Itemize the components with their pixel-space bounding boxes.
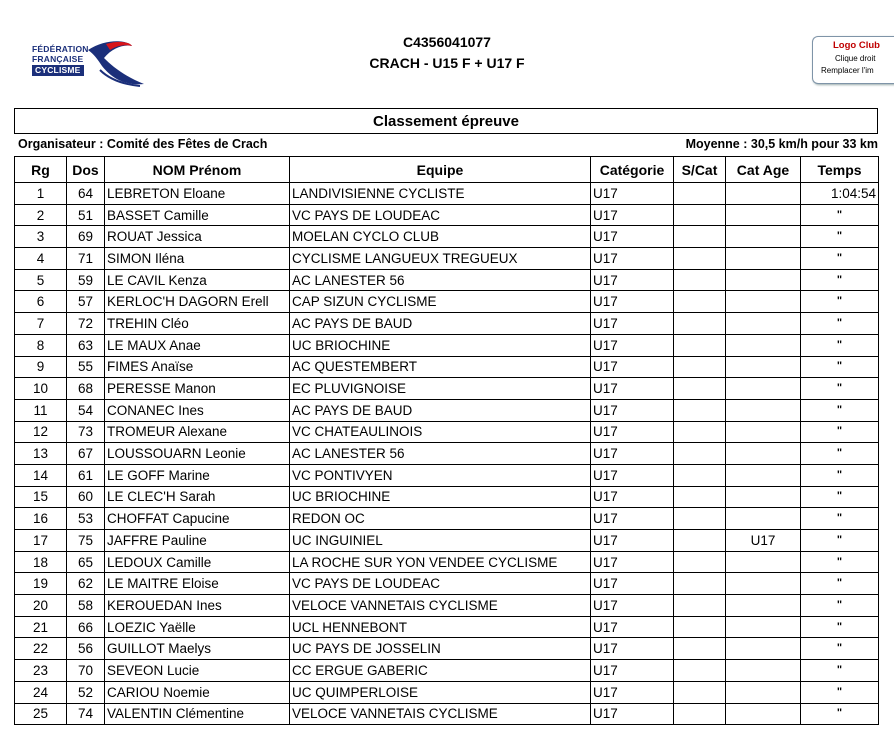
age-category-cell [726, 616, 801, 638]
bib-cell: 55 [67, 356, 105, 378]
rank-cell: 5 [15, 269, 67, 291]
name-cell: LEBRETON Eloane [105, 183, 290, 205]
rank-cell: 16 [15, 508, 67, 530]
age-category-cell [726, 183, 801, 205]
organisateur: Organisateur : Comité des Fêtes de Crach [18, 137, 268, 151]
name-cell: LOEZIC Yaëlle [105, 616, 290, 638]
team-cell: VC PAYS DE LOUDEAC [290, 204, 591, 226]
bib-cell: 74 [67, 703, 105, 725]
category-cell: U17 [591, 291, 674, 313]
name-cell: CONANEC Ines [105, 399, 290, 421]
age-category-cell [726, 443, 801, 465]
team-cell: AC QUESTEMBERT [290, 356, 591, 378]
category-cell: U17 [591, 313, 674, 335]
category-cell: U17 [591, 443, 674, 465]
club-logo-line-3: Remplacer l'im [821, 66, 874, 75]
category-cell: U17 [591, 486, 674, 508]
category-cell: U17 [591, 551, 674, 573]
time-cell: " [801, 573, 879, 595]
subcategory-cell [674, 486, 726, 508]
name-cell: CARIOU Noemie [105, 681, 290, 703]
table-row [15, 703, 879, 725]
moyenne: Moyenne : 30,5 km/h pour 33 km [685, 137, 878, 151]
bib-cell: 56 [67, 638, 105, 660]
category-cell: U17 [591, 464, 674, 486]
table-row [15, 248, 879, 270]
time-cell: " [801, 681, 879, 703]
subcategory-cell [674, 508, 726, 530]
subcategory-cell [674, 595, 726, 617]
bib-cell: 65 [67, 551, 105, 573]
rank-cell: 10 [15, 378, 67, 400]
category-cell: U17 [591, 183, 674, 205]
time-cell: " [801, 508, 879, 530]
rank-cell: 13 [15, 443, 67, 465]
name-cell: TROMEUR Alexane [105, 421, 290, 443]
category-cell: U17 [591, 204, 674, 226]
bib-cell: 66 [67, 616, 105, 638]
time-cell: " [801, 226, 879, 248]
team-cell: AC PAYS DE BAUD [290, 313, 591, 335]
subcategory-cell [674, 573, 726, 595]
time-cell: " [801, 616, 879, 638]
table-row [15, 291, 879, 313]
col-header-catage: Cat Age [726, 157, 801, 183]
category-cell: U17 [591, 356, 674, 378]
team-cell: MOELAN CYCLO CLUB [290, 226, 591, 248]
rank-cell: 17 [15, 530, 67, 552]
team-cell: UC BRIOCHINE [290, 486, 591, 508]
name-cell: LE GOFF Marine [105, 464, 290, 486]
bib-cell: 71 [67, 248, 105, 270]
subcategory-cell [674, 226, 726, 248]
bib-cell: 52 [67, 681, 105, 703]
time-cell: " [801, 399, 879, 421]
category-cell: U17 [591, 378, 674, 400]
subcategory-cell [674, 464, 726, 486]
time-cell: " [801, 291, 879, 313]
bib-cell: 58 [67, 595, 105, 617]
bib-cell: 51 [67, 204, 105, 226]
bib-cell: 62 [67, 573, 105, 595]
category-cell: U17 [591, 508, 674, 530]
subcategory-cell [674, 378, 726, 400]
time-cell: " [801, 269, 879, 291]
bib-cell: 70 [67, 660, 105, 682]
age-category-cell: U17 [726, 530, 801, 552]
team-cell: LANDIVISIENNE CYCLISTE [290, 183, 591, 205]
team-cell: CYCLISME LANGUEUX TREGUEUX [290, 248, 591, 270]
name-cell: LE CLEC'H Sarah [105, 486, 290, 508]
col-header-categorie: Catégorie [591, 157, 674, 183]
team-cell: AC PAYS DE BAUD [290, 399, 591, 421]
subcategory-cell [674, 399, 726, 421]
time-cell: " [801, 486, 879, 508]
time-cell: " [801, 334, 879, 356]
category-cell: U17 [591, 226, 674, 248]
team-cell: EC PLUVIGNOISE [290, 378, 591, 400]
bib-cell: 67 [67, 443, 105, 465]
table-row [15, 399, 879, 421]
name-cell: VALENTIN Clémentine [105, 703, 290, 725]
age-category-cell [726, 356, 801, 378]
col-header-temps: Temps [801, 157, 879, 183]
table-row [15, 204, 879, 226]
bib-cell: 75 [67, 530, 105, 552]
age-category-cell [726, 378, 801, 400]
age-category-cell [726, 313, 801, 335]
table-row [15, 226, 879, 248]
subcategory-cell [674, 551, 726, 573]
team-cell: UC PAYS DE JOSSELIN [290, 638, 591, 660]
time-cell: " [801, 421, 879, 443]
table-row [15, 638, 879, 660]
table-row [15, 508, 879, 530]
age-category-cell [726, 204, 801, 226]
age-category-cell [726, 595, 801, 617]
results-table [14, 156, 879, 725]
time-cell: " [801, 248, 879, 270]
table-row [15, 660, 879, 682]
subcategory-cell [674, 183, 726, 205]
category-cell: U17 [591, 616, 674, 638]
table-row [15, 486, 879, 508]
age-category-cell [726, 660, 801, 682]
name-cell: ROUAT Jessica [105, 226, 290, 248]
age-category-cell [726, 334, 801, 356]
table-row [15, 681, 879, 703]
race-code: C4356041077 [403, 34, 491, 50]
rank-cell: 3 [15, 226, 67, 248]
category-cell: U17 [591, 248, 674, 270]
bib-cell: 59 [67, 269, 105, 291]
category-cell: U17 [591, 334, 674, 356]
col-header-nom: NOM Prénom [105, 157, 290, 183]
ffc-logo-line-2: FRANÇAISE [32, 54, 84, 64]
club-logo-line-1: Logo Club [833, 40, 880, 51]
category-cell: U17 [591, 595, 674, 617]
subcategory-cell [674, 443, 726, 465]
age-category-cell [726, 291, 801, 313]
category-cell: U17 [591, 681, 674, 703]
rank-cell: 22 [15, 638, 67, 660]
age-category-cell [726, 681, 801, 703]
bib-cell: 63 [67, 334, 105, 356]
age-category-cell [726, 248, 801, 270]
subcategory-cell [674, 421, 726, 443]
table-row [15, 183, 879, 205]
club-logo-line-2: Clique droit [835, 54, 876, 63]
age-category-cell [726, 464, 801, 486]
team-cell: VELOCE VANNETAIS CYCLISME [290, 703, 591, 725]
subcategory-cell [674, 681, 726, 703]
subcategory-cell [674, 204, 726, 226]
rank-cell: 24 [15, 681, 67, 703]
ffc-logo-line-1: FÉDÉRATION [32, 44, 89, 54]
name-cell: LEDOUX Camille [105, 551, 290, 573]
classement-title: Classement épreuve [14, 108, 878, 134]
category-cell: U17 [591, 703, 674, 725]
table-row [15, 464, 879, 486]
team-cell: VC PONTIVYEN [290, 464, 591, 486]
age-category-cell [726, 638, 801, 660]
name-cell: LE CAVIL Kenza [105, 269, 290, 291]
rank-cell: 7 [15, 313, 67, 335]
name-cell: PERESSE Manon [105, 378, 290, 400]
table-row [15, 313, 879, 335]
age-category-cell [726, 269, 801, 291]
name-cell: SIMON Iléna [105, 248, 290, 270]
time-cell: " [801, 638, 879, 660]
table-row [15, 334, 879, 356]
rank-cell: 4 [15, 248, 67, 270]
age-category-cell [726, 486, 801, 508]
col-header-equipe: Equipe [290, 157, 591, 183]
age-category-cell [726, 508, 801, 530]
table-row [15, 356, 879, 378]
subcategory-cell [674, 530, 726, 552]
table-row [15, 530, 879, 552]
time-cell: " [801, 660, 879, 682]
rank-cell: 15 [15, 486, 67, 508]
category-cell: U17 [591, 421, 674, 443]
rank-cell: 20 [15, 595, 67, 617]
table-row [15, 421, 879, 443]
team-cell: LA ROCHE SUR YON VENDEE CYCLISME [290, 551, 591, 573]
subcategory-cell [674, 616, 726, 638]
name-cell: BASSET Camille [105, 204, 290, 226]
subcategory-cell [674, 248, 726, 270]
name-cell: KERLOC'H DAGORN Erell [105, 291, 290, 313]
team-cell: CAP SIZUN CYCLISME [290, 291, 591, 313]
time-cell: " [801, 464, 879, 486]
bib-cell: 72 [67, 313, 105, 335]
time-cell: " [801, 204, 879, 226]
team-cell: AC LANESTER 56 [290, 269, 591, 291]
team-cell: UC BRIOCHINE [290, 334, 591, 356]
rank-cell: 25 [15, 703, 67, 725]
time-cell: 1:04:54 [801, 183, 879, 205]
team-cell: UC INGUINIEL [290, 530, 591, 552]
age-category-cell [726, 421, 801, 443]
age-category-cell [726, 551, 801, 573]
table-row [15, 269, 879, 291]
time-cell: " [801, 443, 879, 465]
age-category-cell [726, 399, 801, 421]
bib-cell: 60 [67, 486, 105, 508]
category-cell: U17 [591, 638, 674, 660]
name-cell: GUILLOT Maelys [105, 638, 290, 660]
table-row [15, 573, 879, 595]
subcategory-cell [674, 313, 726, 335]
rank-cell: 23 [15, 660, 67, 682]
table-row [15, 378, 879, 400]
name-cell: LOUSSOUARN Leonie [105, 443, 290, 465]
table-row [15, 616, 879, 638]
team-cell: AC LANESTER 56 [290, 443, 591, 465]
time-cell: " [801, 551, 879, 573]
rank-cell: 18 [15, 551, 67, 573]
category-cell: U17 [591, 399, 674, 421]
table-row [15, 595, 879, 617]
time-cell: " [801, 530, 879, 552]
subcategory-cell [674, 638, 726, 660]
team-cell: UCL HENNEBONT [290, 616, 591, 638]
team-cell: CC ERGUE GABERIC [290, 660, 591, 682]
rank-cell: 6 [15, 291, 67, 313]
bib-cell: 69 [67, 226, 105, 248]
subcategory-cell [674, 334, 726, 356]
rank-cell: 11 [15, 399, 67, 421]
time-cell: " [801, 356, 879, 378]
time-cell: " [801, 378, 879, 400]
rank-cell: 19 [15, 573, 67, 595]
team-cell: VC PAYS DE LOUDEAC [290, 573, 591, 595]
name-cell: TREHIN Cléo [105, 313, 290, 335]
age-category-cell [726, 573, 801, 595]
name-cell: LE MAUX Anae [105, 334, 290, 356]
time-cell: " [801, 595, 879, 617]
col-header-scat: S/Cat [674, 157, 726, 183]
bib-cell: 73 [67, 421, 105, 443]
bib-cell: 61 [67, 464, 105, 486]
subcategory-cell [674, 356, 726, 378]
age-category-cell [726, 703, 801, 725]
team-cell: VC CHATEAULINOIS [290, 421, 591, 443]
category-cell: U17 [591, 269, 674, 291]
bib-cell: 64 [67, 183, 105, 205]
rank-cell: 21 [15, 616, 67, 638]
category-cell: U17 [591, 530, 674, 552]
subcategory-cell [674, 269, 726, 291]
table-row [15, 443, 879, 465]
category-cell: U17 [591, 660, 674, 682]
race-title: CRACH - U15 F + U17 F [369, 55, 525, 71]
name-cell: CHOFFAT Capucine [105, 508, 290, 530]
bib-cell: 68 [67, 378, 105, 400]
name-cell: SEVEON Lucie [105, 660, 290, 682]
name-cell: FIMES Anaïse [105, 356, 290, 378]
name-cell: JAFFRE Pauline [105, 530, 290, 552]
subcategory-cell [674, 660, 726, 682]
rank-cell: 2 [15, 204, 67, 226]
bib-cell: 53 [67, 508, 105, 530]
table-header-row [15, 157, 879, 183]
col-header-dos: Dos [67, 157, 105, 183]
team-cell: REDON OC [290, 508, 591, 530]
team-cell: UC QUIMPERLOISE [290, 681, 591, 703]
col-header-rg: Rg [15, 157, 67, 183]
club-logo-placeholder[interactable] [812, 36, 894, 84]
bib-cell: 54 [67, 399, 105, 421]
subcategory-cell [674, 291, 726, 313]
table-row [15, 551, 879, 573]
rank-cell: 1 [15, 183, 67, 205]
age-category-cell [726, 226, 801, 248]
bib-cell: 57 [67, 291, 105, 313]
rank-cell: 8 [15, 334, 67, 356]
rank-cell: 9 [15, 356, 67, 378]
name-cell: KEROUEDAN Ines [105, 595, 290, 617]
time-cell: " [801, 313, 879, 335]
rank-cell: 14 [15, 464, 67, 486]
team-cell: VELOCE VANNETAIS CYCLISME [290, 595, 591, 617]
subcategory-cell [674, 703, 726, 725]
category-cell: U17 [591, 573, 674, 595]
ffc-logo-line-3: CYCLISME [32, 65, 84, 76]
rank-cell: 12 [15, 421, 67, 443]
name-cell: LE MAITRE Eloise [105, 573, 290, 595]
time-cell: " [801, 703, 879, 725]
